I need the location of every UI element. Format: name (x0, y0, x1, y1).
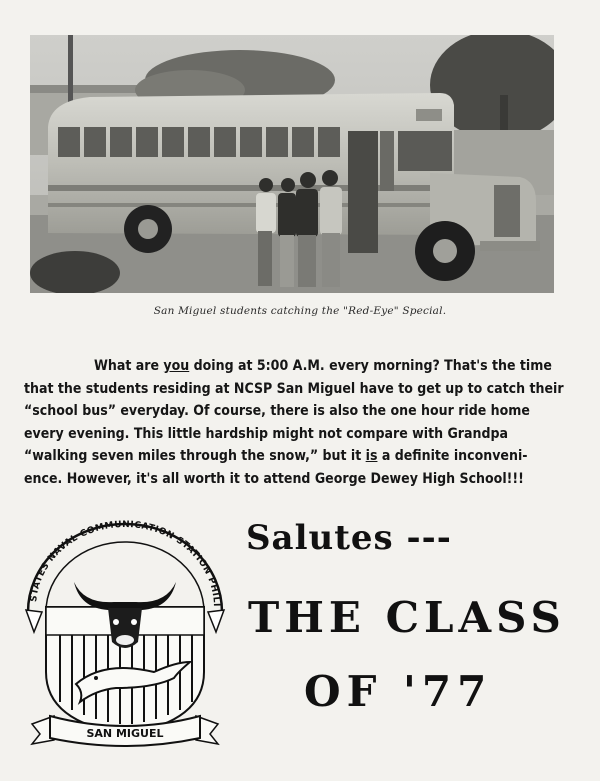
article-line: that the students residing at NCSP San Miguel have to get up to catch their (24, 380, 564, 397)
class-heading: THE CLASS (248, 593, 566, 642)
photo-caption: San Miguel students catching the "Red-Eye" Special. (153, 305, 447, 317)
ncsp-emblem (24, 512, 226, 750)
article-paragraph (24, 355, 564, 490)
article-text: doing at 5:00 A.M. every morning? That's the time (189, 358, 552, 374)
article-line: every evening. This little hardship might not compare with Grandpa (24, 425, 509, 442)
article-line (24, 445, 556, 468)
svg-text:UNITED STATES NAVAL COMMUNICAT (24, 512, 221, 607)
underlined-word: is (365, 448, 378, 464)
emblem-banner-text: SAN MIGUEL (86, 727, 164, 740)
salutes-heading: Salutes --- (246, 518, 452, 558)
emblem-ring-text: STATES NAVAL COMMUNICATION STATION PHILI (29, 519, 222, 608)
article-line: “school bus” everyday. Of course, there is also the one hour ride home (24, 403, 530, 419)
article-text: What are (94, 358, 164, 374)
underlined-word: you (163, 358, 190, 374)
emblem-logo (24, 512, 226, 750)
article-line: ence. However, it's all worth it to attend George Dewey High School!!! (24, 470, 524, 487)
year-heading: OF '77 (304, 667, 493, 716)
article-text: “walking seven miles through the snow,” but it (24, 448, 366, 464)
article-line (24, 355, 556, 378)
bus-illustration (30, 35, 554, 293)
article-text: a definite inconveni- (377, 448, 528, 464)
school-bus-photo (30, 35, 554, 293)
